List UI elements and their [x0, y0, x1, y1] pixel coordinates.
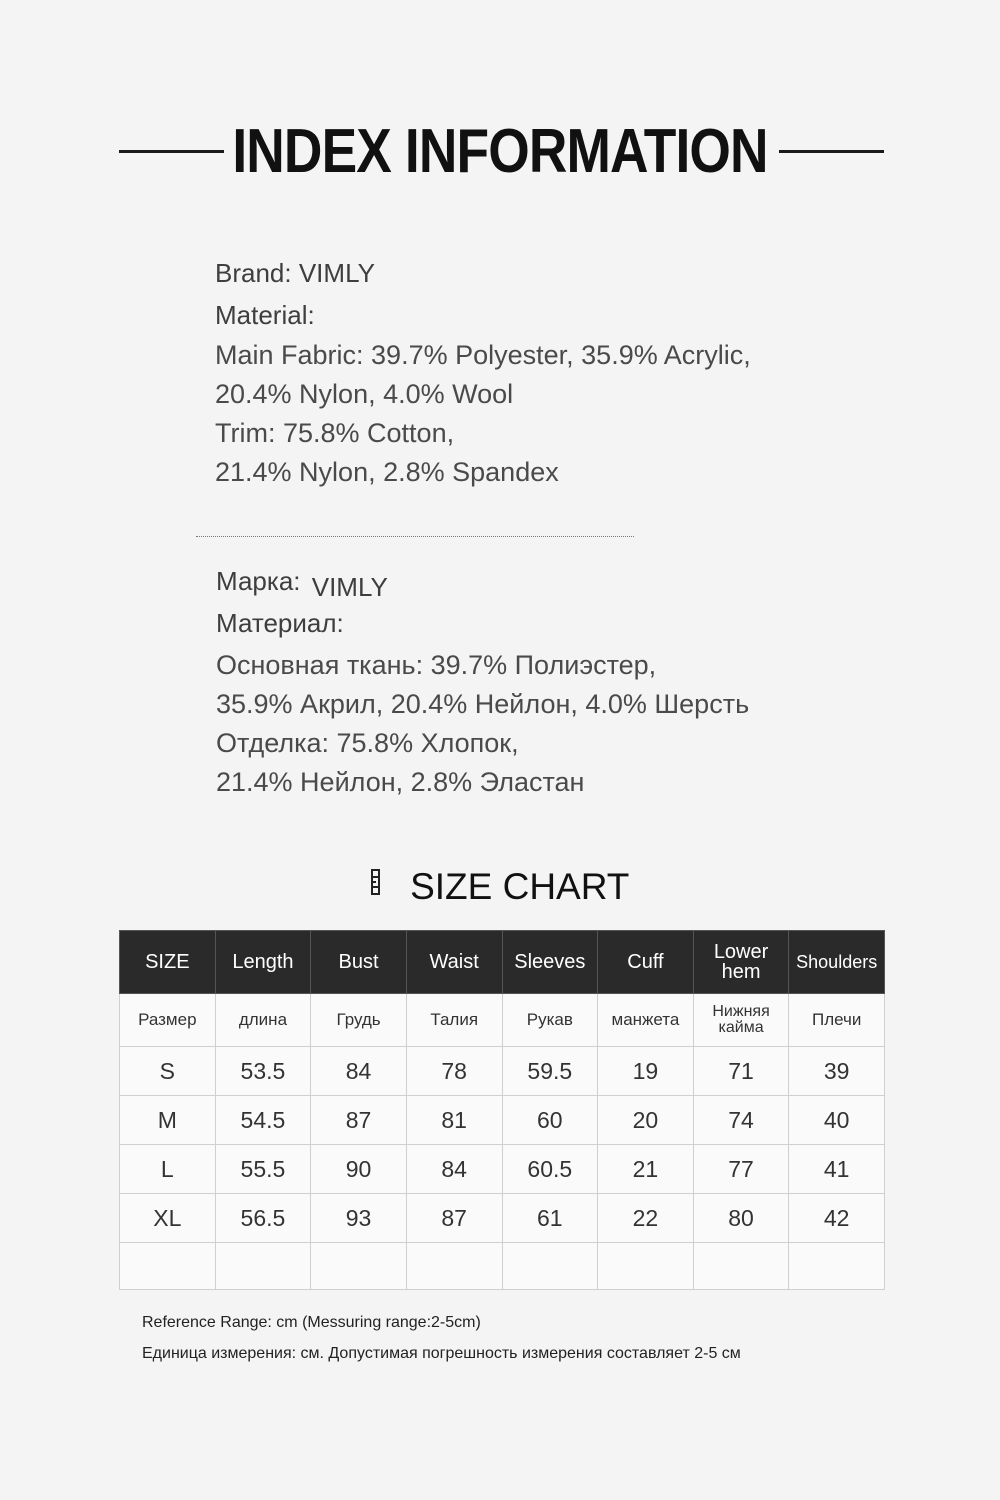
- ruler-icon: [371, 869, 380, 895]
- table-cell: M: [120, 1096, 216, 1145]
- table-cell: [406, 1243, 502, 1290]
- column-header-ru: Рукав: [502, 994, 598, 1047]
- material-line: Trim: 75.8% Cotton,: [215, 418, 455, 448]
- table-cell: 60.5: [502, 1145, 598, 1194]
- column-header-ru: манжета: [598, 994, 694, 1047]
- table-cell: 78: [406, 1047, 502, 1096]
- section-divider: [196, 536, 634, 537]
- table-cell: [120, 1243, 216, 1290]
- table-cell: 41: [789, 1145, 885, 1194]
- table-row-empty: [120, 1243, 885, 1290]
- material-line-ru: 35.9% Акрил, 20.4% Нейлон, 4.0% Шерсть: [216, 689, 750, 719]
- table-cell: 22: [598, 1194, 694, 1243]
- material-line-ru: Основная ткань: 39.7% Полиэстер,: [216, 650, 657, 680]
- table-cell: L: [120, 1145, 216, 1194]
- info-russian: [216, 560, 896, 802]
- table-cell: [215, 1243, 311, 1290]
- material-line-ru: Отделка: 75.8% Хлопок,: [216, 728, 519, 758]
- note-russian: Единица измерения: см. Допустимая погрешность измерения составляет 2-5 см: [142, 1345, 741, 1362]
- table-header-row-ru: [120, 994, 885, 1047]
- table-cell: 90: [311, 1145, 407, 1194]
- table-cell: 71: [693, 1047, 789, 1096]
- table-cell: [789, 1243, 885, 1290]
- brand-label: Brand:: [215, 258, 292, 288]
- table-cell: 54.5: [215, 1096, 311, 1145]
- column-header-ru: Размер: [120, 994, 216, 1047]
- table-row: [120, 1194, 885, 1243]
- column-header: Cuff: [598, 931, 694, 994]
- column-header-ru: Плечи: [789, 994, 885, 1047]
- table-cell: 40: [789, 1096, 885, 1145]
- info-english: [215, 252, 855, 492]
- column-header: Bust: [311, 931, 407, 994]
- brand-value: VIMLY: [298, 258, 375, 288]
- material-line: 20.4% Nylon, 4.0% Wool: [215, 379, 514, 409]
- table-cell: 20: [598, 1096, 694, 1145]
- material-line: Main Fabric: 39.7% Polyester, 35.9% Acrylic,: [215, 340, 751, 370]
- table-cell: 42: [789, 1194, 885, 1243]
- table-cell: 39: [789, 1047, 885, 1096]
- table-cell: [311, 1243, 407, 1290]
- brand-line-ru: [216, 560, 896, 602]
- note-english: Reference Range: cm (Messuring range:2-5cm): [142, 1314, 481, 1331]
- size-table: [119, 930, 885, 1290]
- table-cell: 60: [502, 1096, 598, 1145]
- table-cell: 77: [693, 1145, 789, 1194]
- table-row: [120, 1145, 885, 1194]
- table-cell: 80: [693, 1194, 789, 1243]
- table-cell: [693, 1243, 789, 1290]
- table-header-row: [120, 931, 885, 994]
- table-cell: 59.5: [502, 1047, 598, 1096]
- column-header: Sleeves: [502, 931, 598, 994]
- column-header: Lower hem: [693, 931, 789, 994]
- size-chart-heading: [0, 862, 1000, 912]
- size-chart-title: SIZE CHART: [410, 866, 630, 907]
- material-label-ru: Материал:: [216, 608, 344, 638]
- table-cell: 21: [598, 1145, 694, 1194]
- title-row: [0, 112, 1000, 192]
- column-header: Length: [215, 931, 311, 994]
- table-cell: 81: [406, 1096, 502, 1145]
- table-cell: 55.5: [215, 1145, 311, 1194]
- table-cell: 74: [693, 1096, 789, 1145]
- material-line-ru: 21.4% Нейлон, 2.8% Эластан: [216, 767, 585, 797]
- brand-label-ru: Марка:: [216, 566, 301, 596]
- table-cell: 56.5: [215, 1194, 311, 1243]
- table-cell: 87: [311, 1096, 407, 1145]
- material-line: 21.4% Nylon, 2.8% Spandex: [215, 457, 559, 487]
- table-cell: 19: [598, 1047, 694, 1096]
- column-header-ru: Талия: [406, 994, 502, 1047]
- table-cell: [598, 1243, 694, 1290]
- table-row: [120, 1096, 885, 1145]
- table-cell: [502, 1243, 598, 1290]
- brand-line: [215, 252, 855, 294]
- column-header-ru: Грудь: [311, 994, 407, 1047]
- column-header-ru: длина: [215, 994, 311, 1047]
- table-cell: 61: [502, 1194, 598, 1243]
- table-cell: S: [120, 1047, 216, 1096]
- table-cell: 84: [311, 1047, 407, 1096]
- column-header: Waist: [406, 931, 502, 994]
- material-label: Material:: [215, 300, 315, 330]
- page-title: INDEX INFORMATION: [232, 117, 768, 186]
- column-header: SIZE: [120, 931, 216, 994]
- title-divider-right: [779, 150, 884, 153]
- table-cell: 53.5: [215, 1047, 311, 1096]
- table-cell: 84: [406, 1145, 502, 1194]
- table-cell: XL: [120, 1194, 216, 1243]
- table-cell: 87: [406, 1194, 502, 1243]
- column-header-ru: Нижняя кайма: [693, 994, 789, 1047]
- column-header: Shoulders: [789, 931, 885, 994]
- brand-value-ru: VIMLY: [311, 572, 388, 602]
- table-row: [120, 1047, 885, 1096]
- table-cell: 93: [311, 1194, 407, 1243]
